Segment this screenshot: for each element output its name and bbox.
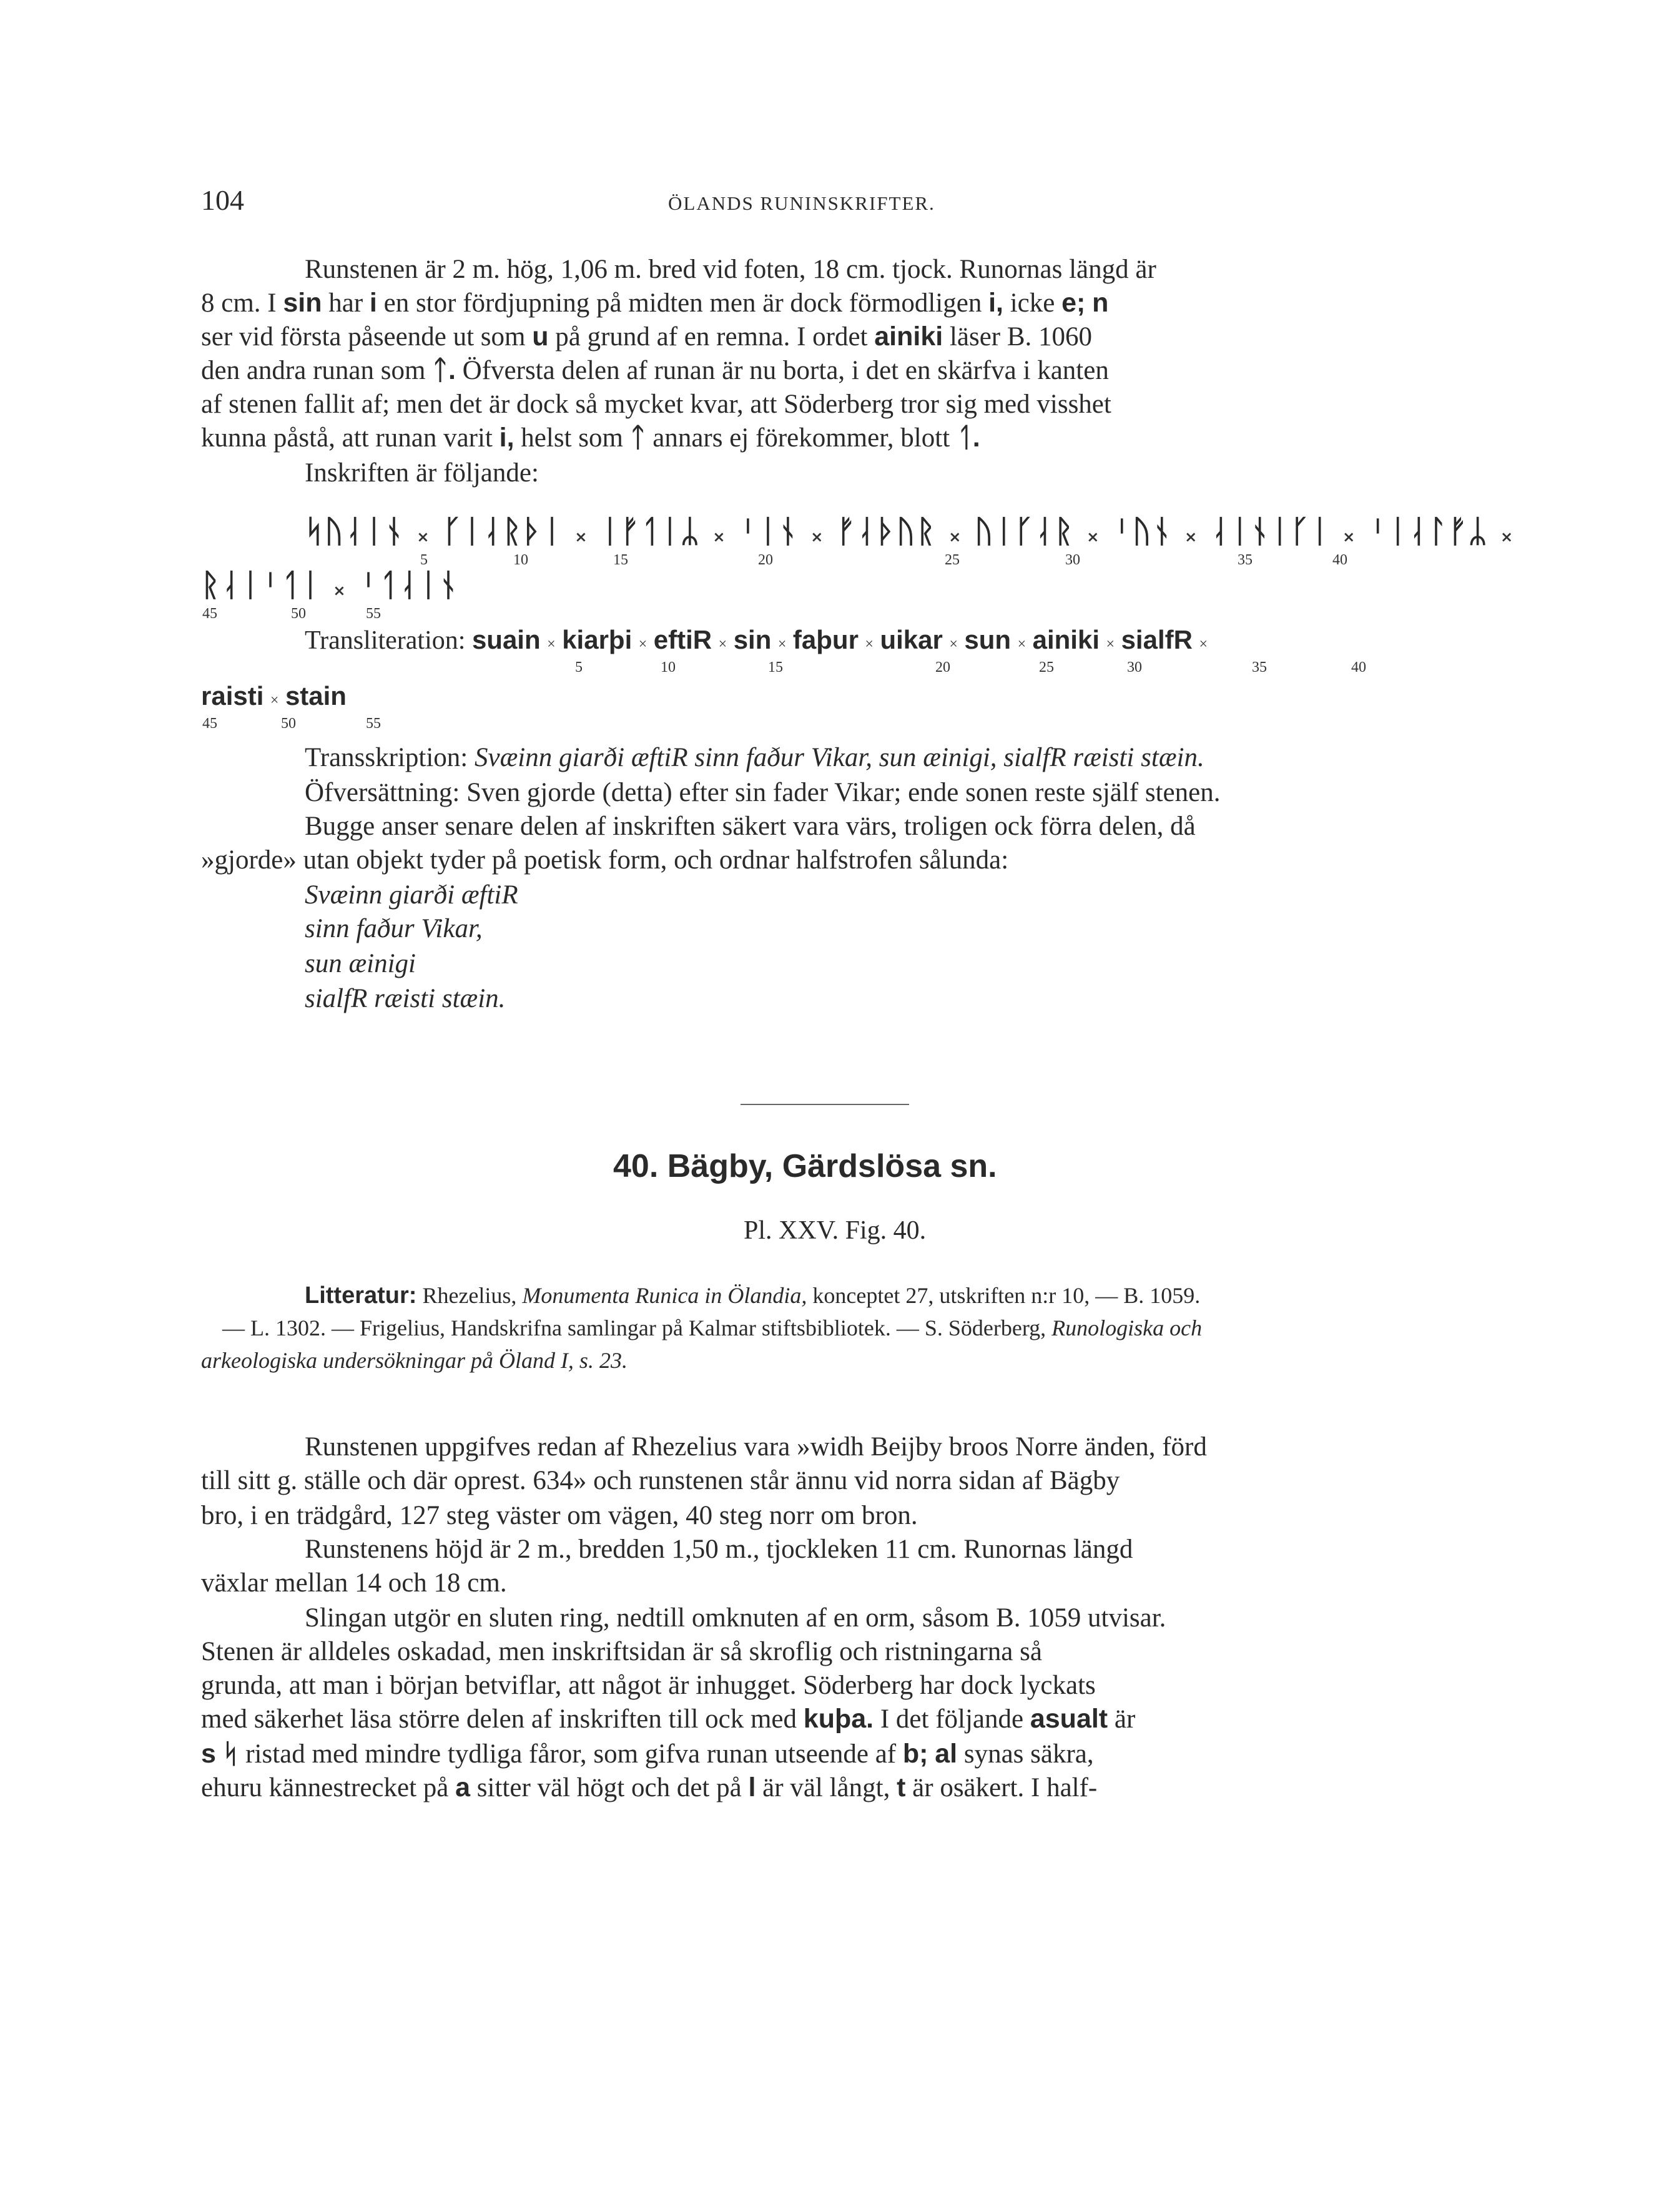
rune-word: ᛌᛁᛆᛚᚠᛦ [1368,513,1489,549]
translit-number: 10 [661,659,676,676]
rune-word: ᛁᚠᛐᛁᛦ [600,513,701,549]
transliteration-line-2: raisti × stain [201,681,347,710]
bugge-line-1: Bugge anser senare delen af inskriften säkert vara värs, troligen ock förra delen, då [305,812,1196,841]
section-divider [741,1104,909,1105]
bugge-line-2: »gjorde» utan objekt tyder på poetisk form, och ordnar halfstrofen sålunda: [201,845,1009,875]
para1-line4: den andra runan som ᛏ. Öfversta delen af runan är nu borta, i det en skärfva i kanten [201,355,1109,385]
rune-number: 25 [945,552,960,568]
verse-line: sialfR ræisti stæin. [305,984,506,1013]
running-title: ÖLANDS RUNINSKRIFTER. [668,192,935,214]
literature-line-3: arkeologiska undersökningar på Öland I, s. 23. [201,1348,628,1373]
translit-number: 15 [768,659,783,676]
rune-number: 5 [420,552,428,568]
rune-number: 30 [1065,552,1080,568]
translit-number: 45 [202,715,217,732]
transcription-line: Transskription: Svæinn giarði æftiR sinn faður Vikar, sun æinigi, sialfR ræisti stæin. [305,743,1204,772]
translit-number: 5 [575,659,583,676]
translit-number: 40 [1351,659,1366,676]
body-line: Runstenen uppgifves redan af Rhezelius vara »widh Beijby broos Norre änden, förd [305,1432,1207,1462]
para1-line2: 8 cm. I sin har i en stor fördjupning på midten men är dock förmodligen i, icke e; n [201,288,1109,318]
body-line: grunda, att man i början betviflar, att något är inhugget. Söderberg har dock lyckats [201,1671,1096,1700]
para1-line3: ser vid första påseende ut som u på grund af en remna. I ordet ainiki läser B. 1060 [201,322,1093,351]
page-number: 104 [201,184,244,216]
rune-number: 40 [1332,552,1347,568]
rune-word: ᛋᚢᛆᛁᚾ [305,513,405,549]
body-line: ehuru kännestrecket på a sitter väl högt och det på l är väl långt, t är osäkert. I half- [201,1772,1098,1802]
body-line: s ᛋ ristad med mindre tydliga fåror, som gifva runan utseende af b; al synas säkra, [201,1739,1094,1769]
translit-number: 25 [1039,659,1054,676]
rune-number: 10 [513,552,528,568]
rune-number: 55 [366,606,381,622]
rune-word: ᚱᛆᛁᛌᛐᛁ [201,567,321,603]
body-line: växlar mellan 14 och 18 cm. [201,1568,507,1598]
rune-word: ᛌᛁᚾ [738,513,799,549]
rune-number: 50 [291,606,306,622]
translit-number: 20 [935,659,950,676]
translit-number: 30 [1127,659,1142,676]
body-line: Runstenens höjd är 2 m., bredden 1,50 m., tjockleken 11 cm. Runornas längd [305,1535,1133,1564]
body-line: till sitt g. ställe och där oprest. 634» och runstenen står ännu vid norra sidan af Bägby [201,1466,1120,1495]
inscription-intro: Inskriften är följande: [305,458,539,488]
rune-number: 20 [758,552,773,568]
body-line: bro, i en trädgård, 127 steg väster om vägen, 40 steg norr om bron. [201,1501,918,1530]
rune-row-2: ᚱᛆᛁᛌᛐᛁ × ᛌᛐᛆᛁᚾ [201,567,459,603]
translit-number: 50 [281,715,296,732]
rune-row-1: ᛋᚢᛆᛁᚾ × ᚴᛁᛆᚱᚦᛁ × ᛁᚠᛐᛁᛦ × ᛌᛁᚾ × ᚠᛆᚦᚢᚱ × ᚢᛁᚴᛆᚱ × ᛌᚢᚾ × ᛆᛁᚾᛁᚴᛁ × ᛌᛁᛆᛚᚠᛦ × [305,513,1515,549]
rune-word: sin [283,288,322,318]
rune-word: ᛌᚢᚾ [1112,513,1173,549]
rune-word: ᚴᛁᛆᚱᚦᛁ [442,513,563,549]
rune-number: 45 [202,606,217,622]
translit-number: 35 [1252,659,1267,676]
rune-number: 15 [613,552,628,568]
rune-word: ᛌᛐᛆᛁᚾ [358,567,459,603]
verse-line: sinn faður Vikar, [305,914,483,943]
body-line: Slingan utgör en sluten ring, nedtill omknuten af en orm, såsom B. 1059 utvisar. [305,1603,1166,1633]
transliteration-line-1: Transliteration: suain × kiarþi × eftiR × sin × faþur × uikar × sun × ainiki × sialfR × [305,625,1208,655]
rune-word: ᚠᛆᚦᚢᚱ [836,513,937,549]
plate-reference: Pl. XXV. Fig. 40. [744,1216,927,1245]
translation-line: Öfversättning: Sven gjorde (detta) efter sin fader Vikar; ende sonen reste själf stenen. [305,778,1221,807]
section-title: 40. Bägby, Gärdslösa sn. [613,1148,997,1184]
para1-line5: af stenen fallit af; men det är dock så mycket kvar, att Söderberg tror sig med visshet [201,390,1111,419]
verse-line: sun æinigi [305,949,416,978]
body-line: Stenen är alldeles oskadad, men inskriftsidan är så skroflig och ristningarna så [201,1637,1042,1666]
verse-line: Svæinn giarði æftiR [305,880,518,910]
literature-line-1: Litteratur: Rhezelius, Monumenta Runica in Ölandia, konceptet 27, utskriften n:r 10, — B. 1059. [305,1282,1201,1309]
rune-word: ᚢᛁᚴᛆᚱ [974,513,1075,549]
body-line: med säkerhet läsa större delen af inskriften till ock med kuþa. I det följande asualt är [201,1704,1136,1734]
para1-line6: kunna påstå, att runan varit i, helst som ᛏ annars ej förekommer, blott ᛐ. [201,423,980,453]
translit-number: 55 [366,715,381,732]
literature-line-2: — L. 1302. — Frigelius, Handskrifna samlingar på Kalmar stiftsbibliotek. — S. Söderberg, Runologiska och [222,1315,1203,1340]
rune-number: 35 [1238,552,1253,568]
para1-line1: Runstenen är 2 m. hög, 1,06 m. bred vid foten, 18 cm. tjock. Runornas längd är [305,255,1156,284]
rune-word: ᛆᛁᚾᛁᚴᛁ [1210,513,1331,549]
